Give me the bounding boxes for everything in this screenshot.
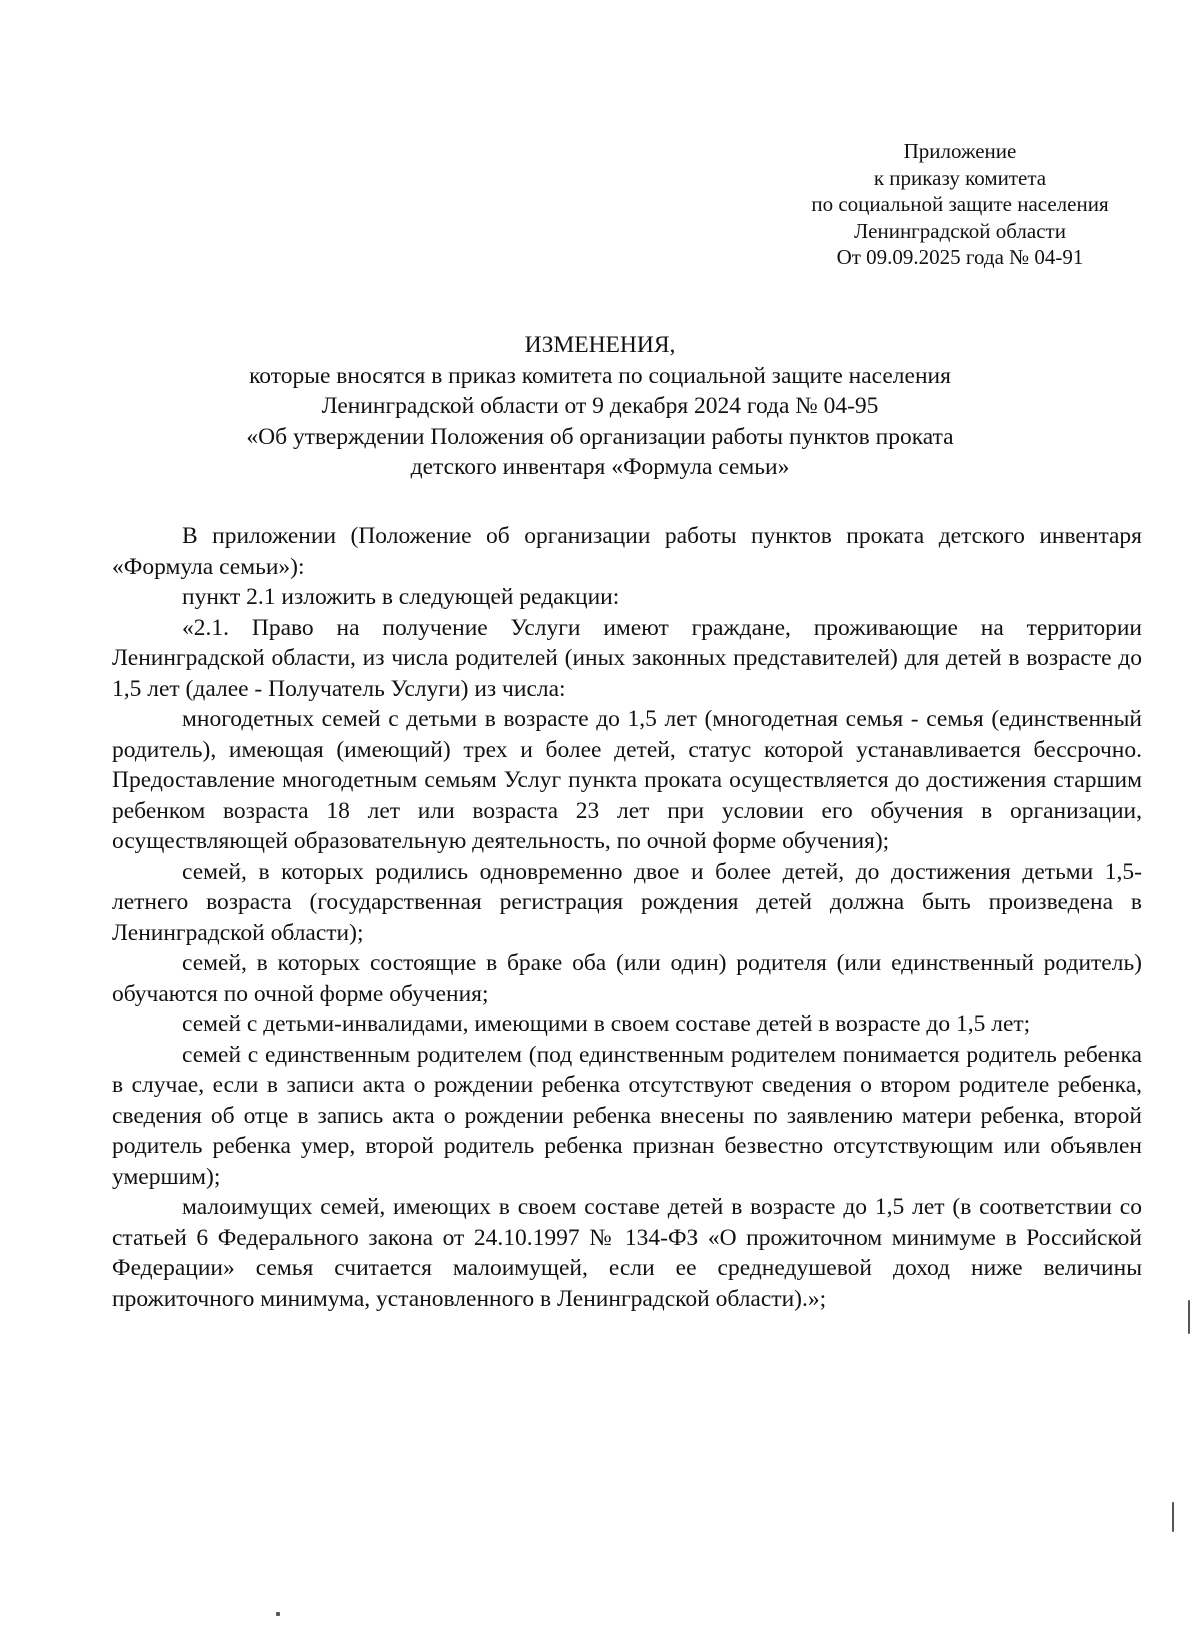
body-paragraph: семей с единственным родителем (под единственным родителем понимается родитель ребенка в случае, если в записи акта о рождении ребенка отсутствуют сведения о втором родителе ребенка, сведения об отце в запись акта о рождении ребенка внесены по заявлению матери ребенка, второй родитель ребенка умер, второй родитель ребенка признан безвестно отсутствующим или объявлен умершим); xyxy=(112,1041,1142,1190)
appendix-line: к приказу комитета xyxy=(873,165,1047,190)
scan-artifact xyxy=(276,1612,280,1616)
title-line: детского инвентаря «Формула семьи» xyxy=(410,454,790,480)
title-line: «Об утверждении Положения об организации работы пунктов проката xyxy=(246,423,954,450)
appendix-line: Приложение xyxy=(903,139,1017,163)
appendix-header xyxy=(760,138,1160,271)
title-line: которые вносятся в приказ комитета по социальной защите населения xyxy=(249,362,951,389)
body-paragraph: В приложении (Положение об организации работы пунктов проката детского инвентаря «Формула семьи»): xyxy=(112,523,1142,580)
body-paragraph: пункт 2.1 изложить в следующей редакции: xyxy=(182,584,620,610)
appendix-line: по социальной защите населения xyxy=(811,192,1109,216)
appendix-date-number: От 09.09.2025 года № 04-91 xyxy=(836,245,1084,269)
body-paragraph: семей, в которых родились одновременно двое и более детей, до достижения детьми 1,5-летнего возраста (государственная регистрация рождения детей должна быть произведена в Ленинградской области); xyxy=(112,858,1142,946)
scan-artifact xyxy=(1172,1502,1174,1532)
appendix-line: Ленинградской области xyxy=(854,218,1066,243)
body-paragraph: многодетных семей с детьми в возрасте до 1,5 лет (многодетная семья - семья (единственный родитель), имеющая (имеющий) трех и более детей, статус которой устанавливается бессрочно. Предоставление многодетным семьям Услуг пункта проката осуществляется до достижения старшим ребенком возраста 18 лет или возраста 23 лет при условии его обучения в организации, осуществляющей образовательную деятельность, по очной форме обучения); xyxy=(112,706,1142,854)
document-body xyxy=(112,521,1142,1314)
scan-artifact xyxy=(1188,1300,1190,1334)
body-paragraph: семей, в которых состоящие в браке оба (или один) родителя (или единственный родитель) обучаются по очной форме обучения; xyxy=(112,950,1142,1007)
title-heading: ИЗМЕНЕНИЯ, xyxy=(524,332,676,358)
title-line: Ленинградской области от 9 декабря 2024 года № 04-95 xyxy=(321,393,879,419)
body-paragraph: «2.1. Право на получение Услуги имеют граждане, проживающие на территории Ленинградской области, из числа родителей (иных законных представителей) для детей в возрасте до 1,5 лет (далее - Получатель Услуги) из числа: xyxy=(112,614,1142,702)
document-title xyxy=(140,330,1060,483)
body-paragraph: малоимущих семей, имеющих в своем составе детей в возрасте до 1,5 лет (в соответствии со статьей 6 Федерального закона от 24.10.1997 № 134-ФЗ «О прожиточном минимуме в Российской Федерации» семья считается малоимущей, если ее среднедушевой доход ниже величины прожиточного минимума, установленного в Ленинградской области).»; xyxy=(112,1194,1142,1312)
body-paragraph: семей с детьми-инвалидами, имеющими в своем составе детей в возрасте до 1,5 лет; xyxy=(182,1011,1031,1037)
